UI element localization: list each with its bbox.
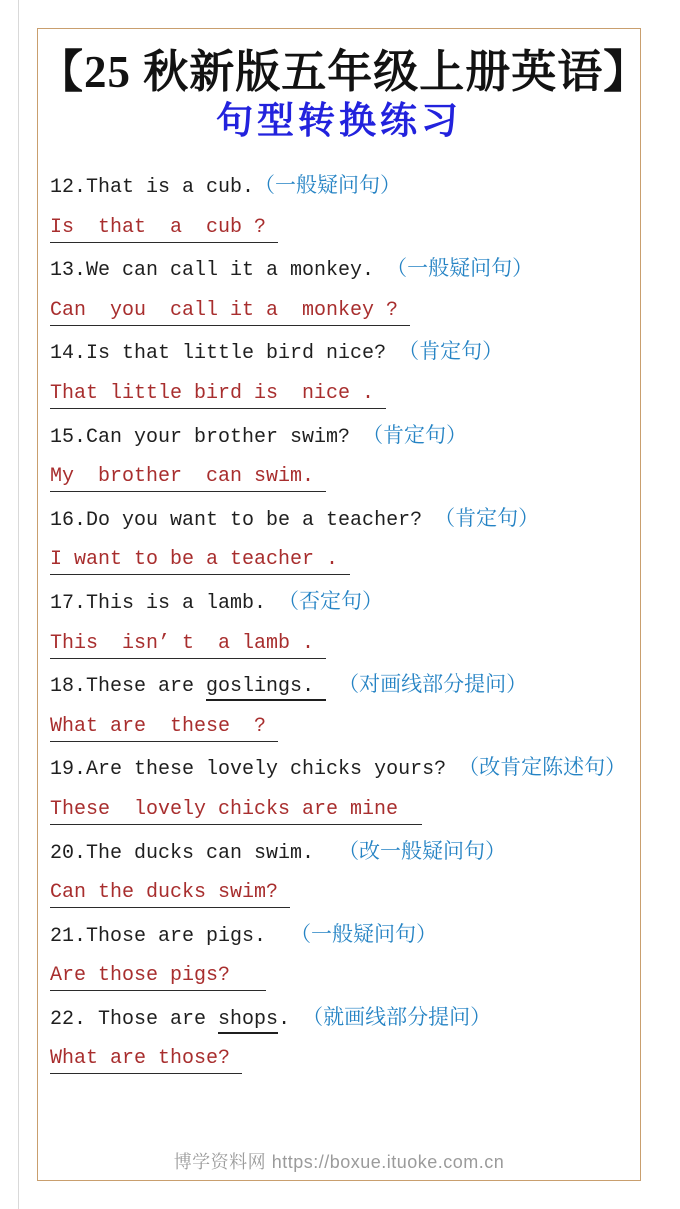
question-underlined-word: shops bbox=[218, 1008, 278, 1034]
question-text: That is a cub. bbox=[86, 176, 255, 199]
question-text: The ducks can swim. bbox=[86, 841, 339, 865]
transform-type-note: （对画线部分提问） bbox=[338, 672, 528, 697]
exercise-question-line bbox=[50, 831, 634, 873]
transform-type-note: （就画线部分提问） bbox=[302, 1004, 492, 1029]
exercise bbox=[50, 997, 634, 1080]
exercise-answer-line bbox=[50, 872, 634, 914]
question-text: Those are pigs. bbox=[86, 924, 291, 948]
question-text: Can your brother swim? bbox=[86, 425, 363, 449]
content-frame bbox=[37, 28, 650, 1181]
exercise-number: 15. bbox=[50, 425, 87, 449]
exercise bbox=[50, 831, 634, 914]
transform-type-note: （一般疑问句） bbox=[386, 256, 534, 281]
question-text: Are these lovely chicks yours? bbox=[86, 758, 459, 782]
answer-text: Can you call it a monkey ? bbox=[50, 298, 410, 326]
answer-text: What are these ? bbox=[50, 714, 278, 742]
exercise-number: 16. bbox=[50, 508, 87, 532]
question-text: Is that little bird nice? bbox=[86, 342, 399, 366]
exercise-question-line bbox=[50, 415, 634, 457]
transform-type-note: （否定句） bbox=[278, 588, 384, 613]
exercise bbox=[50, 498, 634, 581]
exercise-question-line bbox=[50, 248, 634, 290]
question-text: We can call it a monkey. bbox=[86, 259, 387, 283]
question-text: Do you want to be a teacher? bbox=[86, 508, 435, 532]
question-underlined-word: goslings. bbox=[206, 675, 326, 701]
answer-text: This isn’ t a lamb . bbox=[50, 631, 326, 659]
exercise-answer-line bbox=[50, 539, 634, 581]
exercise-number: 13. bbox=[50, 259, 87, 283]
question-text: This is a lamb. bbox=[86, 591, 279, 615]
exercise-question-line bbox=[50, 331, 634, 373]
exercise-number: 21. bbox=[50, 924, 87, 948]
exercise-answer-line bbox=[50, 456, 634, 498]
exercise bbox=[50, 415, 634, 498]
exercise-question-line bbox=[50, 581, 634, 623]
exercise bbox=[50, 581, 634, 664]
transform-type-note: （一般疑问句） bbox=[254, 173, 402, 197]
answer-text: Can the ducks swim? bbox=[50, 880, 290, 908]
exercise-number: 19. bbox=[50, 758, 87, 782]
page-edge-line bbox=[18, 0, 19, 1209]
exercise-answer-line bbox=[50, 706, 634, 748]
answer-text: That little bird is nice . bbox=[50, 381, 386, 409]
exercise bbox=[50, 165, 634, 248]
answer-text: Is that a cub ? bbox=[50, 215, 278, 243]
exercise bbox=[50, 747, 634, 830]
exercise-question-line bbox=[50, 498, 634, 540]
exercise bbox=[50, 331, 634, 414]
question-text: Those are bbox=[98, 1007, 219, 1031]
exercise-answer-line bbox=[50, 955, 634, 997]
exercise-answer-line bbox=[50, 373, 634, 415]
exercise-answer-line bbox=[50, 623, 634, 665]
exercise-number: 20. bbox=[50, 841, 87, 865]
exercise-answer-line bbox=[50, 789, 634, 831]
answer-text: I want to be a teacher . bbox=[50, 547, 350, 575]
transform-type-note: （改肯定陈述句） bbox=[458, 755, 627, 780]
answer-text: What are those? bbox=[50, 1046, 242, 1074]
question-text: These are bbox=[86, 675, 207, 699]
exercise bbox=[50, 248, 634, 331]
answer-text: These lovely chicks are mine bbox=[50, 797, 422, 825]
exercise-answer-line bbox=[50, 290, 634, 332]
exercise-number: 12. bbox=[50, 176, 87, 199]
exercise-question-line bbox=[50, 165, 634, 207]
transform-type-note: （一般疑问句） bbox=[290, 921, 438, 946]
exercise-number: 18. bbox=[50, 675, 87, 699]
footer-watermark: 博学资料网 https://boxue.ituoke.com.cn bbox=[173, 1152, 505, 1172]
exercise-number: 14. bbox=[50, 342, 87, 366]
exercise-question-line bbox=[50, 997, 634, 1039]
exercise bbox=[50, 664, 634, 747]
transform-type-note: （改一般疑问句） bbox=[338, 838, 507, 863]
answer-text: My brother can swim. bbox=[50, 464, 326, 492]
exercise-question-line bbox=[50, 747, 634, 789]
question-text: . bbox=[278, 1007, 303, 1031]
exercise-number: 17. bbox=[50, 591, 87, 615]
exercise-number: 22. bbox=[50, 1007, 99, 1031]
transform-type-note: （肯定句） bbox=[362, 422, 468, 447]
exercise-question-line bbox=[50, 914, 634, 956]
exercise-question-line bbox=[50, 664, 634, 706]
page-title: 【25 秋新版五年级上册英语】 bbox=[38, 47, 650, 97]
question-text bbox=[326, 675, 338, 698]
transform-type-note: （肯定句） bbox=[398, 339, 504, 364]
exercise-answer-line bbox=[50, 1038, 634, 1080]
answer-text: Are those pigs? bbox=[50, 963, 266, 991]
transform-type-note: （肯定句） bbox=[434, 505, 540, 530]
page-subtitle: 句型转换练习 bbox=[216, 101, 462, 142]
exercise-answer-line bbox=[50, 207, 634, 249]
exercise-list bbox=[38, 165, 640, 1080]
exercise bbox=[50, 914, 634, 997]
